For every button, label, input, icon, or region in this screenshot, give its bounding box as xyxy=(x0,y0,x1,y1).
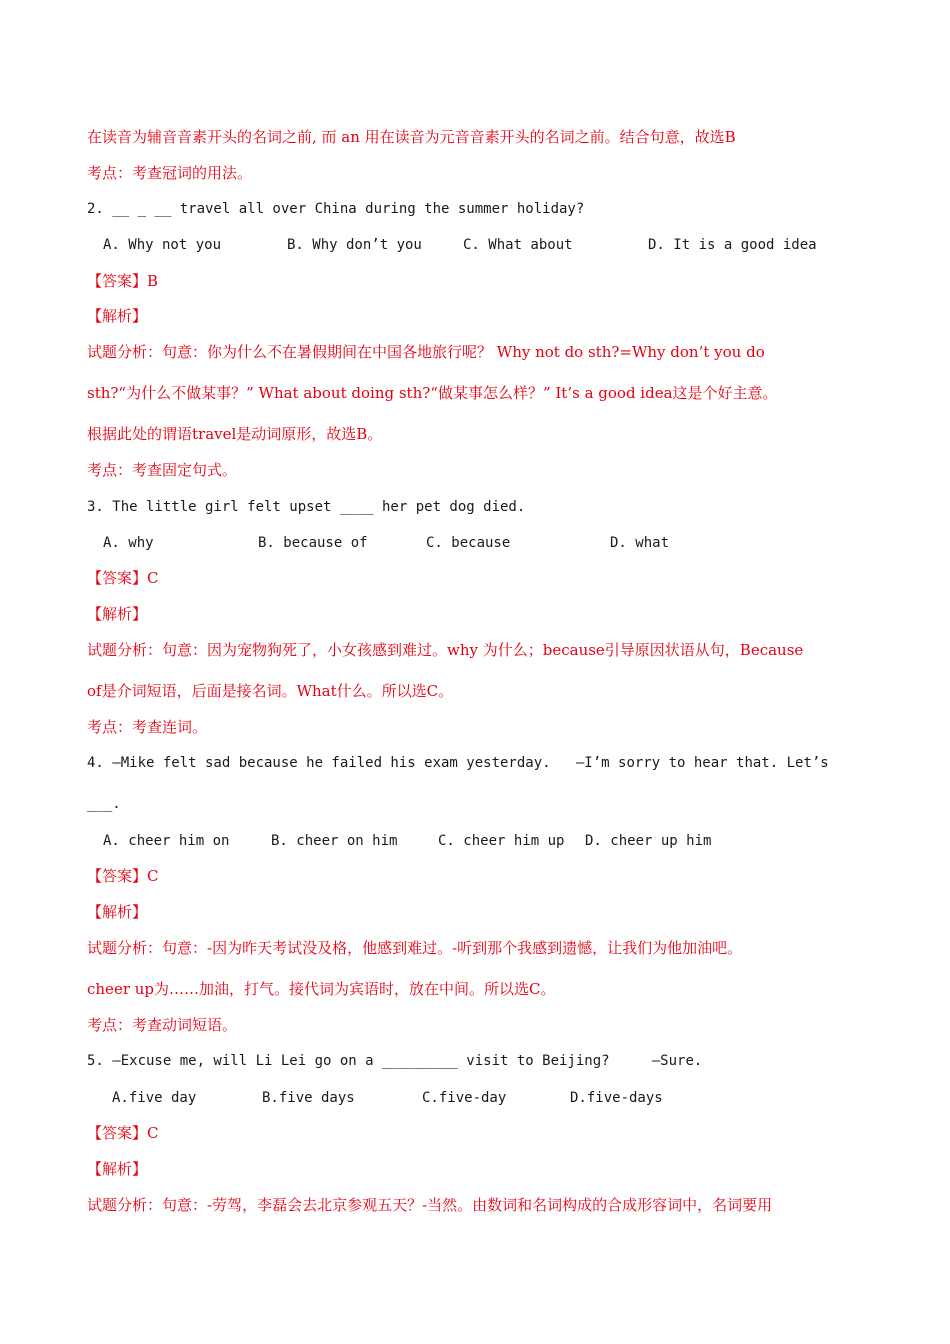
q2-analysis-line-2: sth?“为什么不做某事？” What about doing sth?“做某事怎么样？” It’s a good idea这是个好主意。 xyxy=(87,384,778,402)
q4-stem-line-1: 4. —Mike felt sad because he failed his exam yesterday. —I’m sorry to hear that. Let’s xyxy=(87,755,829,771)
q1-point: 考点：考查冠词的用法。 xyxy=(87,164,253,182)
q2-stem: 2. __ _ __ travel all over China during the summer holiday? xyxy=(87,201,585,217)
q5-option-c: C.five-day xyxy=(422,1090,507,1106)
q2-analysis-line-3: 根据此处的谓语travel是动词原形，故选B。 xyxy=(87,425,383,443)
q5-analysis-line-1: 试题分析：句意：-劳驾，李磊会去北京参观五天？-当然。由数词和名词构成的合成形容词中，名词要用 xyxy=(87,1196,773,1214)
q2-option-b: B. Why don’t you xyxy=(287,237,422,253)
q4-point: 考点：考查动词短语。 xyxy=(87,1016,238,1034)
q3-point: 考点：考查连词。 xyxy=(87,718,208,736)
q4-analysis-line-2: cheer up为……加油，打气。接代词为宾语时，放在中间。所以选C。 xyxy=(87,980,556,998)
q3-option-d: D. what xyxy=(610,535,670,551)
q3-option-c: C. because xyxy=(426,535,511,551)
q1-analysis-tail: 在读音为辅音音素开头的名词之前, 而 an 用在读音为元音音素开头的名词之前。结合句意，故选B xyxy=(87,128,736,146)
q2-analysis-line-1: 试题分析：句意：你为什么不在暑假期间在中国各地旅行呢？ Why not do sth?=Why don’t you do xyxy=(87,343,765,361)
q4-option-a: A. cheer him on xyxy=(103,833,230,849)
q2-option-d: D. It is a good idea xyxy=(648,237,817,253)
q5-answer: 【答案】C xyxy=(87,1124,159,1142)
q4-analysis-line-1: 试题分析：句意：-因为昨天考试没及格，他感到难过。-听到那个我感到遗憾，让我们为他加油吧。 xyxy=(87,939,743,957)
q3-option-a: A. why xyxy=(103,535,154,551)
q2-analysis-label: 【解析】 xyxy=(87,307,148,325)
q5-analysis-label: 【解析】 xyxy=(87,1160,148,1178)
q3-analysis-line-1: 试题分析：句意：因为宠物狗死了，小女孩感到难过。why 为什么；because引导原因状语从句，Because xyxy=(87,641,804,659)
q4-option-d: D. cheer up him xyxy=(585,833,712,849)
q4-analysis-label: 【解析】 xyxy=(87,903,148,921)
q5-option-a: A.five day xyxy=(112,1090,197,1106)
q2-option-c: C. What about xyxy=(463,237,573,253)
q4-stem-line-2: ___. xyxy=(87,796,121,812)
q5-option-d: D.five-days xyxy=(570,1090,663,1106)
q3-analysis-label: 【解析】 xyxy=(87,605,148,623)
q5-stem: 5. —Excuse me, will Li Lei go on a _________ visit to Beijing? —Sure. xyxy=(87,1053,703,1069)
q2-answer: 【答案】B xyxy=(87,272,159,290)
q2-point: 考点：考查固定句式。 xyxy=(87,461,238,479)
q3-option-b: B. because of xyxy=(258,535,368,551)
q2-option-a: A. Why not you xyxy=(103,237,222,253)
q3-stem: 3. The little girl felt upset ____ her pet dog died. xyxy=(87,499,526,515)
q4-answer: 【答案】C xyxy=(87,867,159,885)
q4-option-c: C. cheer him up xyxy=(438,833,565,849)
q5-option-b: B.five days xyxy=(262,1090,355,1106)
q3-answer: 【答案】C xyxy=(87,569,159,587)
q4-option-b: B. cheer on him xyxy=(271,833,398,849)
q3-analysis-line-2: of是介词短语，后面是接名词。What什么。所以选C。 xyxy=(87,682,454,700)
